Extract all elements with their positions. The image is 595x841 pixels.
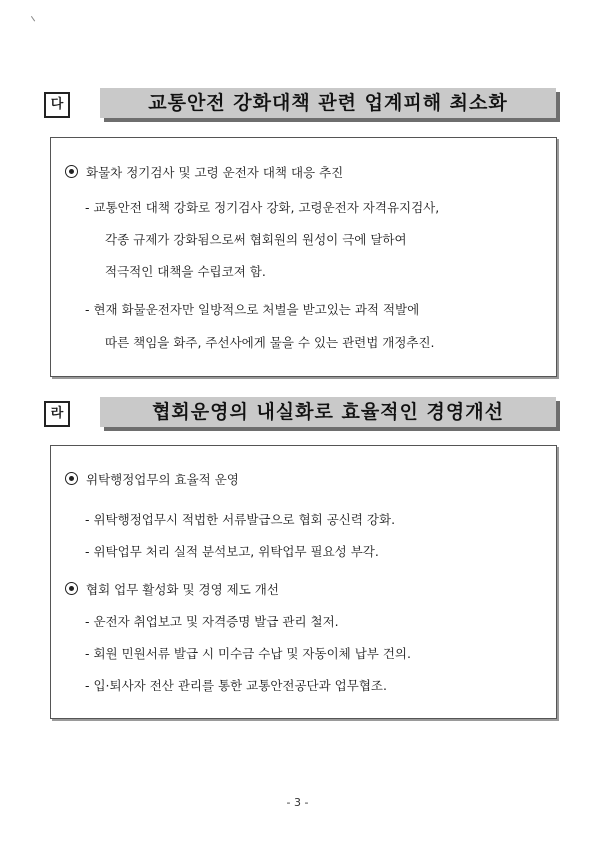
detail-line: 각종 규제가 강화됨으로써 협회원의 원성이 극에 달하여 [105,232,407,247]
bullet-text: 협회 업무 활성화 및 경영 제도 개선 [86,582,279,597]
bullet-text: 위탁행정업무의 효율적 운영 [86,472,239,487]
detail-line: - 위탁업무 처리 실적 분석보고, 위탁업무 필요성 부각. [85,544,379,559]
section-title-ra: 협회운영의 내실화로 효율적인 경영개선 [100,397,556,427]
detail-line: - 운전자 취업보고 및 자격증명 발급 관리 철저. [85,614,339,629]
detail-line: 적극적인 대책을 수립코져 함. [105,264,266,279]
detail-line: - 위탁행정업무시 적법한 서류발급으로 협회 공신력 강화. [85,512,396,527]
bullet-item [65,580,279,598]
section-da-header [44,88,556,122]
section-da-box [50,137,557,377]
scan-mark [31,13,40,22]
detail-line: - 회원 민원서류 발급 시 미수금 수납 및 자동이체 납부 건의. [85,646,411,661]
section-ra-box [50,445,557,719]
section-title-da: 교통안전 강화대책 관련 업계피해 최소화 [100,88,556,118]
bullet-item [65,470,239,488]
detail-line: 따른 책임을 화주, 주선사에게 물을 수 있는 관련법 개정추진. [105,335,435,350]
detail-line: - 현재 화물운전자만 일방적으로 처벌을 받고있는 과적 적발에 [85,302,420,317]
detail-line: - 교통안전 대책 강화로 정기검사 강화, 고령운전자 자격유지검사, [85,200,440,215]
section-letter-da: 다 [44,92,70,118]
section-letter-ra: 라 [44,401,70,427]
section-ra-header [44,397,556,431]
circle-bullet-icon [65,582,78,595]
bullet-item [65,163,343,181]
detail-line: - 입·퇴사자 전산 관리를 통한 교통안전공단과 업무협조. [85,678,387,693]
circle-bullet-icon [65,472,78,485]
circle-bullet-icon [65,165,78,178]
bullet-text: 화물차 정기검사 및 고령 운전자 대책 대응 추진 [86,165,344,180]
page-number: - 3 - [286,796,309,809]
